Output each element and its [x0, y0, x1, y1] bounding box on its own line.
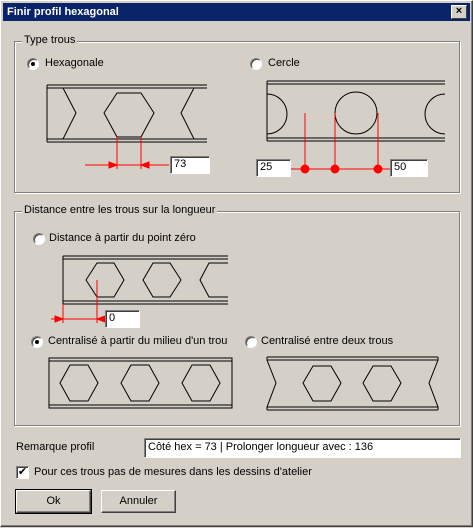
ok-button[interactable]: Ok — [16, 490, 91, 513]
centered-hole-label[interactable]: Centralisé à partir du milieu d'un trou — [48, 335, 228, 347]
cercle-label[interactable]: Cercle — [268, 57, 300, 69]
close-button[interactable]: × — [451, 5, 467, 19]
hexagonale-label[interactable]: Hexagonale — [45, 57, 104, 69]
hex-size-input[interactable]: 73 — [170, 156, 210, 174]
distance-legend: Distance entre les trous sur la longueur — [24, 204, 216, 216]
remarque-label: Remarque profil — [16, 441, 95, 453]
centered-between-label[interactable]: Centralisé entre deux trous — [261, 335, 394, 347]
circle-diameter-input[interactable]: 50 — [390, 159, 428, 177]
no-measures-checkbox[interactable]: ✔ — [17, 466, 28, 478]
circle-offset-input[interactable]: 25 — [256, 159, 291, 177]
no-measures-label[interactable]: Pour ces trous pas de mesures dans les dessins d'atelier — [34, 466, 312, 478]
window-title: Finir profil hexagonal — [7, 6, 119, 18]
type-trous-legend: Type trous — [24, 34, 76, 46]
from-zero-label[interactable]: Distance à partir du point zéro — [49, 232, 196, 244]
remarque-input[interactable]: Côté hex = 73 | Prolonger longueur avec : 136 — [144, 438, 461, 458]
from-zero-input[interactable]: 0 — [105, 310, 140, 328]
cancel-button[interactable]: Annuler — [101, 490, 176, 513]
